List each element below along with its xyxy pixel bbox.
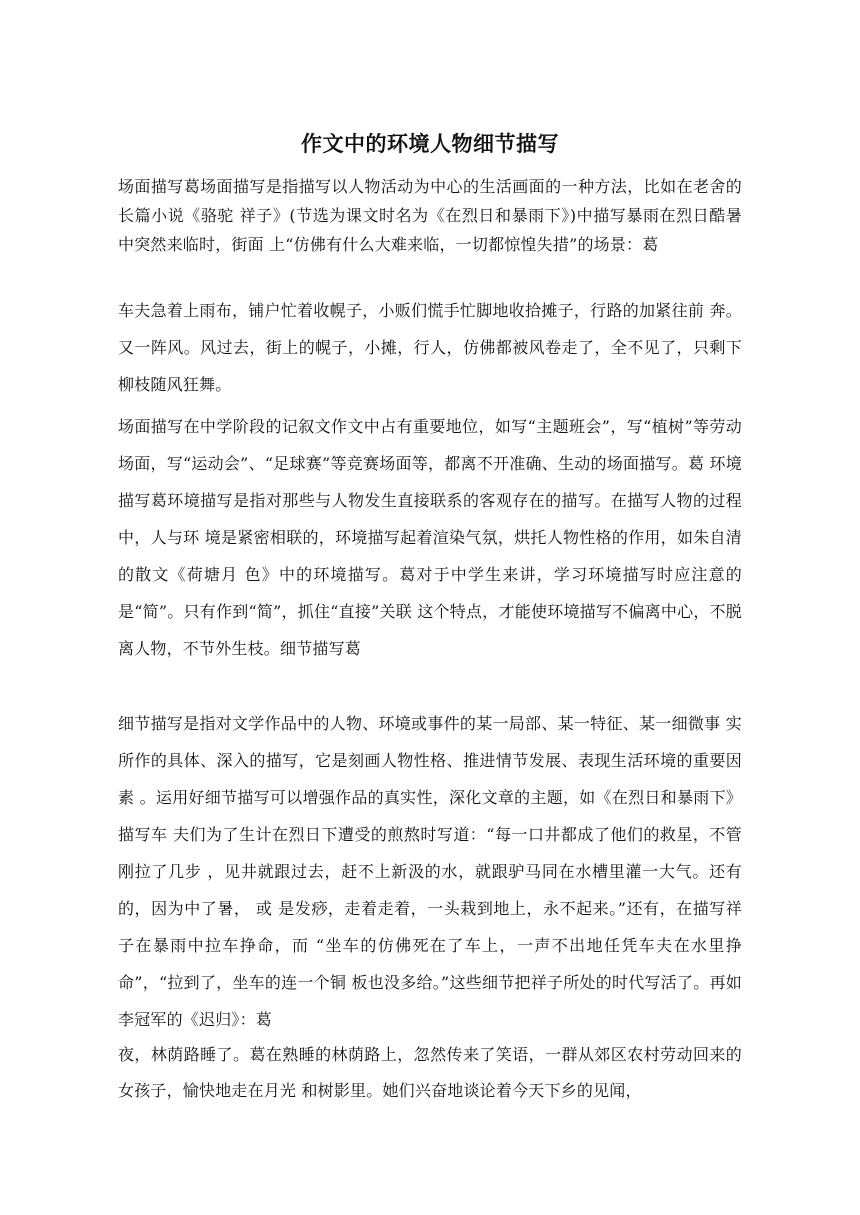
paragraph-scene-description: 场面描写葛场面描写是指描写以人物活动为中心的生活画面的一种方法，比如在老舍的长篇小说《骆驼 祥子》(节选为课文时名为《在烈日和暴雨下》)中描写暴雨在烈日酷暑中突然来临时，街面 上“仿佛有什么大难来临，一切都惊惶失措”的场景：葛 <box>118 177 742 254</box>
paragraph-detail-description: 细节描写是指对文学作品中的人物、环境或事件的某一局部、某一特征、某一细微事 实所作的具体、深入的描写，它是刻画人物性格、推进情节发展、表现生活环境的重要因素 。运用好细节描写可以增强作品的真实性，深化文章的主题，如《在烈日和暴雨下》描写车 夫们为了生计在烈日下遭受的煎熬时写道：“每一口井都成了他们的救星，不管刚拉了几步 ，见井就跟过去，赶不上新汲的水，就跟驴马同在水槽里灌一大气。还有的，因为中了暑， 或 是发痧，走着走着，一头栽到地上，永不起来。”还有，在描写祥子在暴雨中拉车挣命，而 “坐车的仿佛死在了车上，一声不出地任凭车夫在水里挣命”，“拉到了，坐车的连一个铜 板也没多给。”这些细节把祥子所处的时代写活了。再如李冠军的《迟归》：葛 <box>118 714 742 1029</box>
paragraph-late-return-excerpt: 夜，林荫路睡了。葛在熟睡的林荫路上，忽然传来了笑语，一群从郊区农村劳动回来的女孩子，愉快地走在月光 和树影里。她们兴奋地谈论着今天下乡的见闻， <box>118 1045 742 1100</box>
page-title: 作文中的环境人物细节描写 <box>301 131 559 156</box>
paragraph-environment-description: 场面描写在中学阶段的记叙文作文中占有重要地位，如写“主题班会”，写“植树”等劳动 场面，写“运动会”、“足球赛”等竞赛场面等，都离不开准确、生动的场面描写。葛 环境描写葛环境描写是指对那些与人物发生直接联系的客观存在的描写。在描写人物的过程中，人与环 境是紧密相联的，环境描写起着渲染气氛，烘托人物性格的作用，如朱自清的散文《荷塘月 色》中的环境描写。葛对于中学生来讲，学习环境描写时应注意的是“简”。只有作到“简”，抓住“直接”关联 这个特点，才能使环境描写不偏离中心，不脱离人物，不节外生枝。细节描写葛 <box>118 417 742 658</box>
paragraph-scene-example: 车夫急着上雨布，铺户忙着收幌子，小贩们慌手忙脚地收拾摊子，行路的加紧往前 奔。又一阵风。风过去，街上的幌子，小摊，行人，仿佛都被风卷走了，全不见了，只剩下 柳枝随风狂舞。 <box>118 301 742 394</box>
